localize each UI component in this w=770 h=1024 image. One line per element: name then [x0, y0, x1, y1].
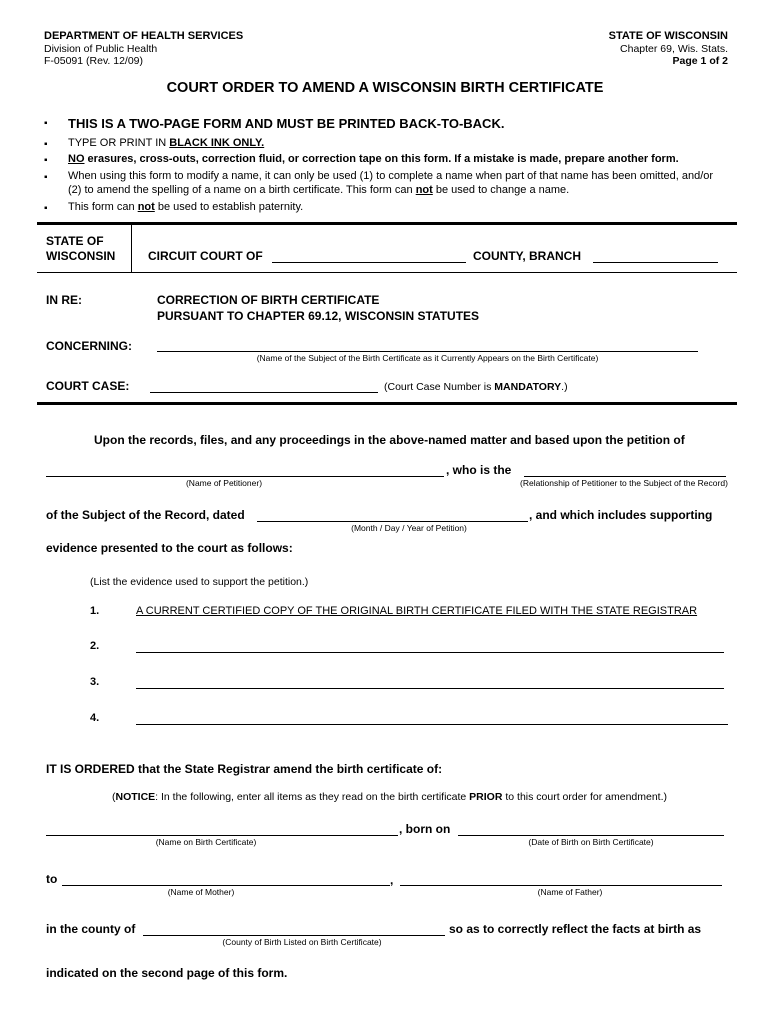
instruction-ink-text: TYPE OR PRINT IN — [68, 137, 170, 149]
instruction-modify-name-line2 — [68, 184, 569, 196]
petition-date-hint: (Month / Day / Year of Petition) — [351, 523, 467, 533]
instruction-no-emphasis: NO — [68, 153, 85, 165]
evidence-item-2-number: 2. — [90, 640, 100, 652]
evidence-item-1-text: A CURRENT CERTIFIED COPY OF THE ORIGINAL BIRTH CERTIFICATE FILED WITH THE STATE REGISTRAR — [136, 605, 698, 617]
evidence-text: evidence presented to the court as follows: — [46, 541, 293, 555]
name-on-bc-hint: (Name on Birth Certificate) — [155, 837, 257, 847]
notice-label: NOTICE — [115, 791, 156, 803]
branch-field[interactable] — [593, 262, 718, 263]
father-name-hint: (Name of Father) — [537, 887, 603, 897]
instruction-ink — [68, 137, 264, 149]
caption-bottom-rule — [37, 402, 737, 405]
indicated-text: indicated on the second page of this form. — [46, 966, 288, 980]
evidence-item-4-number: 4. — [90, 712, 100, 724]
instruction-paternity-emphasis: not — [137, 201, 155, 213]
evidence-item-1-number: 1. — [90, 605, 100, 617]
notice-prior: PRIOR — [469, 791, 503, 803]
in-re-line1: CORRECTION OF BIRTH CERTIFICATE — [157, 293, 380, 307]
notice-open: ( — [112, 791, 116, 803]
it-is-ordered-emphasis: IT IS ORDERED — [46, 762, 135, 776]
who-is-the-text: , who is the — [446, 463, 512, 477]
instruction-paternity-text: This form can — [68, 201, 138, 213]
bullet-icon: ▪ — [44, 118, 48, 129]
relationship-field[interactable] — [524, 476, 726, 477]
concerning-hint: (Name of the Subject of the Birth Certificate as it Currently Appears on the Birth Certificate) — [256, 353, 599, 363]
petitioner-name-field[interactable] — [46, 476, 444, 477]
county-of-birth-hint: (County of Birth Listed on Birth Certificate) — [222, 937, 382, 947]
bullet-icon: ▪ — [44, 172, 48, 183]
petitioner-name-hint: (Name of Petitioner) — [185, 478, 263, 488]
department-name: DEPARTMENT OF HEALTH SERVICES — [44, 30, 244, 42]
county-branch-label: COUNTY, BRANCH — [473, 249, 581, 263]
name-on-bc-field[interactable] — [46, 835, 398, 836]
instruction-modify-text-end: be used to change a name. — [432, 184, 570, 196]
concerning-field[interactable] — [157, 351, 698, 352]
notice-text — [112, 791, 667, 803]
which-includes-text: , and which includes supporting — [529, 508, 713, 522]
court-case-field[interactable] — [150, 392, 378, 393]
notice-end: to this court order for amendment.) — [502, 791, 668, 803]
chapter-reference: Chapter 69, Wis. Stats. — [620, 43, 728, 55]
father-name-field[interactable] — [400, 885, 722, 886]
division-name: Division of Public Health — [44, 43, 158, 55]
court-case-hint-end: .) — [561, 381, 568, 393]
in-re-label: IN RE: — [46, 293, 82, 307]
circuit-court-county-field[interactable] — [272, 262, 466, 263]
instruction-ink-emphasis: BLACK INK ONLY. — [169, 137, 265, 149]
instruction-modify-name-line1: When using this form to modify a name, it can only be used (1) to complete a name when part of that name has been omitted, and/or — [68, 170, 714, 182]
instruction-no-erasures — [68, 153, 679, 165]
born-on-text: , born on — [399, 822, 451, 836]
mother-name-field[interactable] — [62, 885, 390, 886]
concerning-label: CONCERNING: — [46, 339, 132, 353]
to-text: to — [46, 872, 58, 886]
court-case-hint-text: (Court Case Number is — [384, 381, 495, 393]
bullet-icon: ▪ — [44, 139, 48, 150]
county-of-birth-field[interactable] — [143, 935, 445, 936]
upon-records-text: Upon the records, files, and any proceedings in the above-named matter and based upon the petition of — [94, 433, 685, 447]
evidence-item-3-number: 3. — [90, 676, 100, 688]
evidence-item-2-field[interactable] — [136, 652, 724, 653]
list-evidence-hint: (List the evidence used to support the petition.) — [90, 576, 309, 588]
date-of-birth-field[interactable] — [458, 835, 724, 836]
form-id: F-05091 (Rev. 12/09) — [44, 55, 144, 67]
subject-dated-text: of the Subject of the Record, dated — [46, 508, 245, 522]
caption-top-rule — [37, 222, 737, 225]
evidence-item-4-field[interactable] — [136, 724, 728, 725]
circuit-court-label: CIRCUIT COURT OF — [148, 249, 263, 263]
it-is-ordered-rest: that the State Registrar amend the birth certificate of: — [134, 762, 443, 776]
wisconsin-label: WISCONSIN — [46, 249, 116, 263]
notice-body: : In the following, enter all items as they read on the birth certificate — [155, 791, 470, 803]
instruction-paternity — [68, 201, 303, 213]
instruction-modify-text: (2) to amend the spelling of a name on a birth certificate. This form can — [68, 184, 416, 196]
in-county-of-text: in the county of — [46, 922, 136, 936]
instruction-no-erasures-text: erasures, cross-outs, correction fluid, or correction tape on this form. If a mistake is made, prepare another form. — [84, 153, 679, 165]
state-of-label: STATE OF — [46, 234, 104, 248]
relationship-hint: (Relationship of Petitioner to the Subject of the Record) — [520, 478, 728, 488]
state-label: STATE OF WISCONSIN — [608, 30, 728, 42]
page-title: COURT ORDER TO AMEND A WISCONSIN BIRTH CERTIFICATE — [166, 80, 604, 96]
instruction-not-emphasis: not — [415, 184, 433, 196]
instruction-paternity-text-end: be used to establish paternity. — [154, 201, 304, 213]
so-as-text: so as to correctly reflect the facts at birth as — [449, 922, 702, 936]
petition-date-field[interactable] — [257, 521, 528, 522]
in-re-line2: PURSUANT TO CHAPTER 69.12, WISCONSIN STATUTES — [157, 309, 480, 323]
caption-divider — [131, 225, 132, 273]
page-number: Page 1 of 2 — [672, 55, 728, 67]
date-of-birth-hint: (Date of Birth on Birth Certificate) — [528, 837, 654, 847]
bullet-icon: ▪ — [44, 203, 48, 214]
caption-mid-rule — [37, 272, 737, 273]
court-case-hint — [384, 381, 568, 393]
instruction-two-page: THIS IS A TWO-PAGE FORM AND MUST BE PRINTED BACK-TO-BACK. — [68, 116, 505, 131]
court-case-label: COURT CASE: — [46, 379, 130, 393]
evidence-item-3-field[interactable] — [136, 688, 724, 689]
it-is-ordered-text — [46, 762, 442, 776]
mother-name-hint: (Name of Mother) — [167, 887, 235, 897]
comma-text: , — [390, 873, 394, 887]
bullet-icon: ▪ — [44, 155, 48, 166]
mandatory-emphasis: MANDATORY — [494, 381, 562, 393]
